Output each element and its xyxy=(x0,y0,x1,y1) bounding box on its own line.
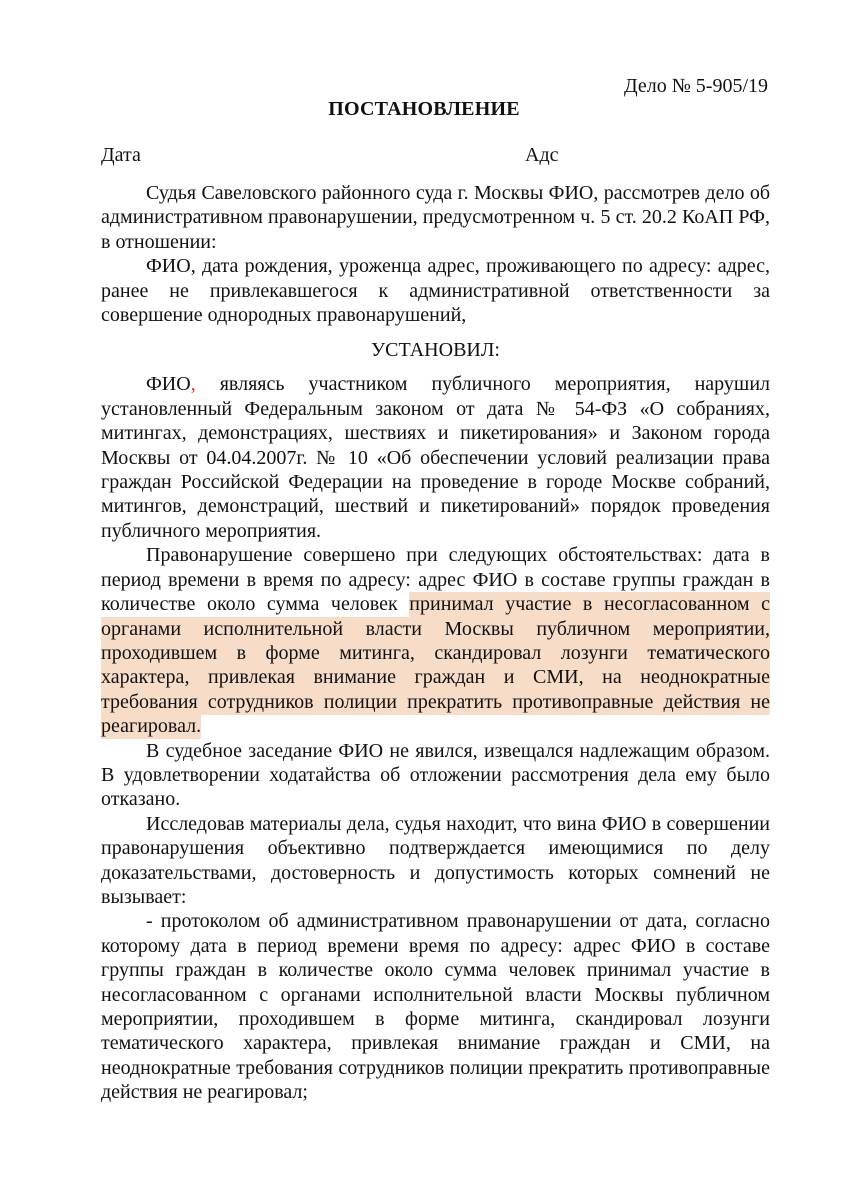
established-paragraph xyxy=(101,372,770,543)
document-title: ПОСТАНОВЛЕНИЕ xyxy=(328,98,520,120)
circumstances-text: Правонарушение совершено при следующих обстоятельствах: дата в период времени в время по адресу: адрес ФИО в составе группы граждан в количестве около сумма человек xyxy=(101,544,770,616)
protocol-paragraph: - протоколом об административном правонарушении от дата, согласно которому дата в период времени время по адресу: адрес ФИО в составе группы граждан в количестве около сумма человек принимал участие в несогласованном с органами исполнительной власти Москвы публичном мероприятии, проходившем в форме митинга, скандировал лозунги тематического характера, привлекая внимание граждан и СМИ, на неоднократные требования сотрудников полиции прекратить противоправные действия не реагировал; xyxy=(101,910,770,1104)
case-number: Дело № 5-905/19 xyxy=(623,75,768,97)
place-field: Адс xyxy=(525,144,559,166)
defendant-name: ФИО xyxy=(146,373,191,396)
intro-paragraph: Судья Савеловского районного суда г. Москвы ФИО, рассмотрев дело об административном правонарушении, предусмотренном ч. 5 ст. 20.2 КоАП РФ, в отношении: xyxy=(101,182,770,253)
defendant-paragraph: ФИО, дата рождения, уроженца адрес, проживающего по адресу: адрес, ранее не привлекавшегося к административной ответственности за совершение однородных правонарушений, xyxy=(101,255,770,327)
document-body xyxy=(101,181,770,1105)
established-text: являясь участником публичного мероприятия, нарушил установленный Федеральным законом от дата № 54-ФЗ «О собраниях, митингах, демонстрациях, шествиях и пикетирования» и Законом города Москвы от 04.04.2007г. № 10 «Об обеспечении условий реализации права граждан Российской Федерации на проведение в городе Москве собраний, митингов, демонстраций, шествий и пикетирований» порядок проведения публичного мероприятия. xyxy=(101,373,770,542)
circumstances-paragraph xyxy=(101,543,770,738)
evidence-intro-paragraph: Исследовав материалы дела, судья находит, что вина ФИО в совершении правонарушения объективно подтверждается имеющимися по делу доказательствами, достоверность и допустимость которых сомнений не вызывает: xyxy=(101,812,770,908)
date-place-row xyxy=(101,143,761,167)
hearing-paragraph: В судебное заседание ФИО не явился, извещался надлежащим образом. В удовлетворении ходатайства об отложении рассмотрения дела ему было отказано. xyxy=(101,739,770,811)
highlighted-passage: принимал участие в несогласованном с органами исполнительной власти Москвы публичном мероприятии, проходившем в форме митинга, скандировал лозунги тематического характера, привлекая внимание граждан и СМИ, на неоднократные требования сотрудников полиции прекратить противоправные действия не реагировал. xyxy=(101,593,770,738)
section-heading: УСТАНОВИЛ: xyxy=(371,339,500,362)
red-comma-mark: , xyxy=(190,373,196,396)
date-field: Дата xyxy=(101,144,141,166)
